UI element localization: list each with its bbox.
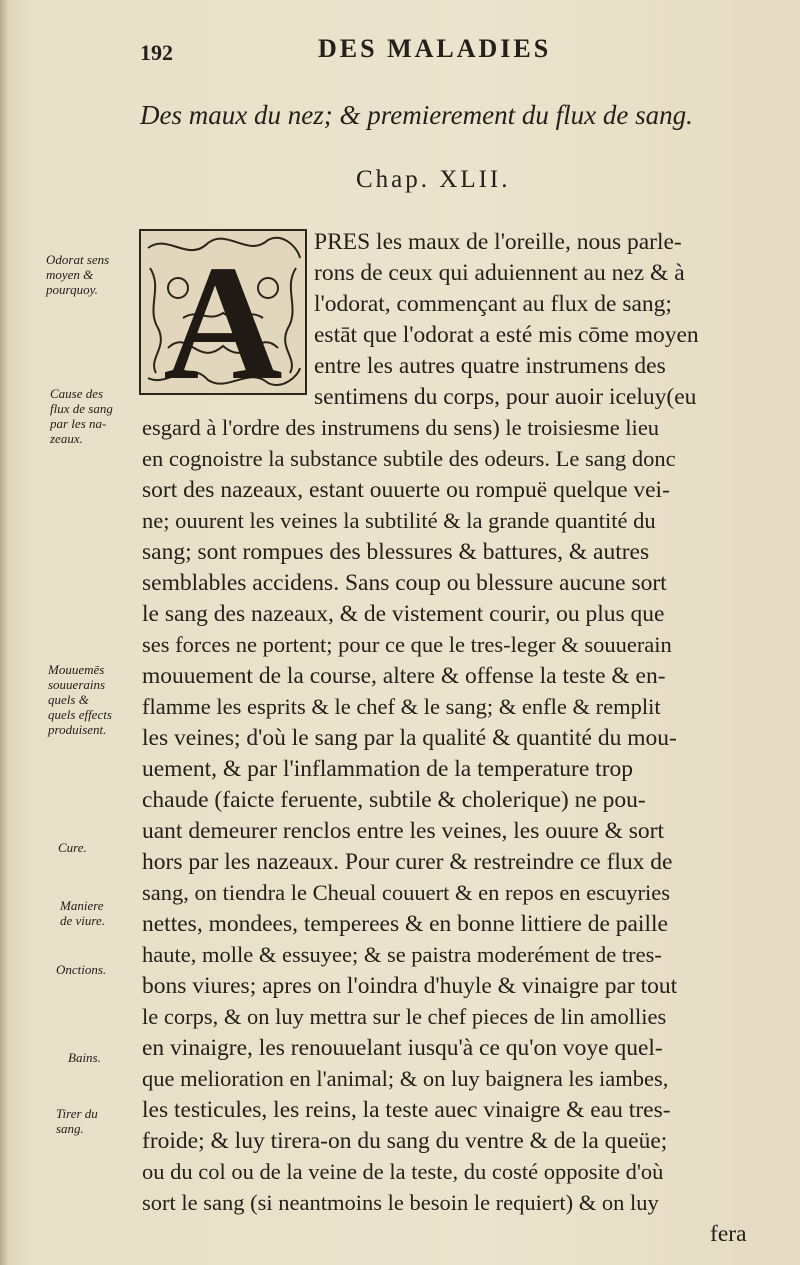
margin-note-line: pourquoy. xyxy=(46,282,98,297)
margin-note xyxy=(56,962,140,977)
text-line: ses forces ne portent; pour ce que le tres-leger & souuerain xyxy=(142,632,672,657)
text-line: sentimens du corps, pour auoir iceluy(eu xyxy=(314,384,697,410)
page-number: 192 xyxy=(140,40,173,65)
margin-note-line: zeaux. xyxy=(50,431,83,446)
margin-note-line: Odorat sens xyxy=(46,252,110,267)
text-line: bons viures; apres on l'oindra d'huyle & vinaigre par tout xyxy=(142,973,678,999)
text-line: le sang des nazeaux, & de vistement courir, ou plus que xyxy=(142,601,665,627)
margin-note-line: Cure. xyxy=(58,840,87,855)
text-line: PRES les maux de l'oreille, nous parle- xyxy=(314,229,682,255)
catchword: fera xyxy=(710,1221,747,1247)
chapter-heading: Chap. XLII. xyxy=(356,166,511,193)
text-line: mouuement de la course, altere & offense la teste & en- xyxy=(142,663,666,689)
text-line: sort le sang (si neantmoins le besoin le requiert) & on luy xyxy=(142,1190,659,1215)
text-line: esgard à l'ordre des instrumens du sens) le troisiesme lieu xyxy=(142,415,660,440)
text-line: nettes, mondees, temperees & en bonne littiere de paille xyxy=(142,911,668,937)
margin-note xyxy=(50,386,134,446)
margin-note-line: Mouuemēs xyxy=(48,662,105,677)
text-line: chaude (faicte feruente, subtile & cholerique) ne pou- xyxy=(142,787,646,813)
margin-note-line: Cause des xyxy=(50,386,104,401)
margin-note xyxy=(46,252,130,297)
margin-note xyxy=(48,662,132,737)
margin-note-line: quels effects xyxy=(48,707,112,722)
running-head: DES MALADIES xyxy=(318,34,552,63)
text-line: entre les autres quatre instrumens des xyxy=(314,353,666,379)
margin-note-line: souuerains xyxy=(48,677,106,692)
text-line: les veines; d'où le sang par la qualité & quantité du mou- xyxy=(142,725,677,751)
text-line: en cognoistre la substance subtile des odeurs. Le sang donc xyxy=(142,446,676,471)
text-line: haute, molle & essuyee; & se paistra moderément de tres- xyxy=(142,942,662,967)
margin-note-line: Maniere xyxy=(60,898,104,913)
text-line: les testicules, les reins, la teste auec vinaigre & eau tres- xyxy=(142,1097,671,1123)
text-line: estāt que l'odorat a esté mis cōme moyen xyxy=(314,322,699,348)
text-line: froide; & luy tirera-on du sang du ventre & de la queüe; xyxy=(142,1128,668,1154)
margin-note-line: moyen & xyxy=(46,267,94,282)
text-line: hors par les nazeaux. Pour curer & restreindre ce flux de xyxy=(142,849,673,875)
margin-note-line: produisent. xyxy=(48,722,107,737)
text-line: uement, & par l'inflammation de la temperature trop xyxy=(142,756,634,782)
text-line: uant demeurer renclos entre les veines, les ouure & sort xyxy=(142,818,665,844)
text-line: sang, on tiendra le Cheual couuert & en repos en escuyries xyxy=(142,880,670,905)
text-line: l'odorat, commençant au flux de sang; xyxy=(314,291,672,317)
margin-note-line: quels & xyxy=(48,692,89,707)
margin-note-line: flux de sang xyxy=(50,401,113,416)
margin-note xyxy=(56,1106,140,1136)
margin-note-line: Onctions. xyxy=(56,962,107,977)
text-line: sort des nazeaux, estant ouuerte ou rompuë quelque vei- xyxy=(142,477,670,503)
text-line: flamme les esprits & le chef & le sang; & enfle & remplit xyxy=(142,694,661,719)
text-line: sang; sont rompues des blessures & battures, & autres xyxy=(142,539,650,565)
margin-note xyxy=(68,1050,152,1065)
text-line: rons de ceux qui aduiennent au nez & à xyxy=(314,260,685,286)
margin-note xyxy=(60,898,144,928)
margin-note xyxy=(58,840,142,855)
margin-note-line: de viure. xyxy=(60,913,105,928)
margin-note-line: Tirer du xyxy=(56,1106,98,1121)
margin-note-line: Bains. xyxy=(68,1050,101,1065)
text-line: ou du col ou de la veine de la teste, du costé opposite d'où xyxy=(142,1159,664,1184)
text-line: semblables accidens. Sans coup ou blessure aucune sort xyxy=(142,570,667,596)
dropcap-letter: A xyxy=(163,231,283,396)
text-line: que melioration en l'animal; & on luy baignera les iambes, xyxy=(142,1066,669,1091)
text-line: le corps, & on luy mettra sur le chef pieces de lin amollies xyxy=(142,1004,667,1029)
margin-note-line: par les na- xyxy=(50,416,107,431)
text-line: en vinaigre, les renouuelant iusqu'à ce qu'on voye quel- xyxy=(142,1035,663,1061)
section-title: Des maux du nez; & premierement du flux de sang. xyxy=(140,100,693,130)
text-line: ne; ouurent les veines la subtilité & la grande quantité du xyxy=(142,508,656,533)
margin-note-line: sang. xyxy=(56,1121,84,1136)
